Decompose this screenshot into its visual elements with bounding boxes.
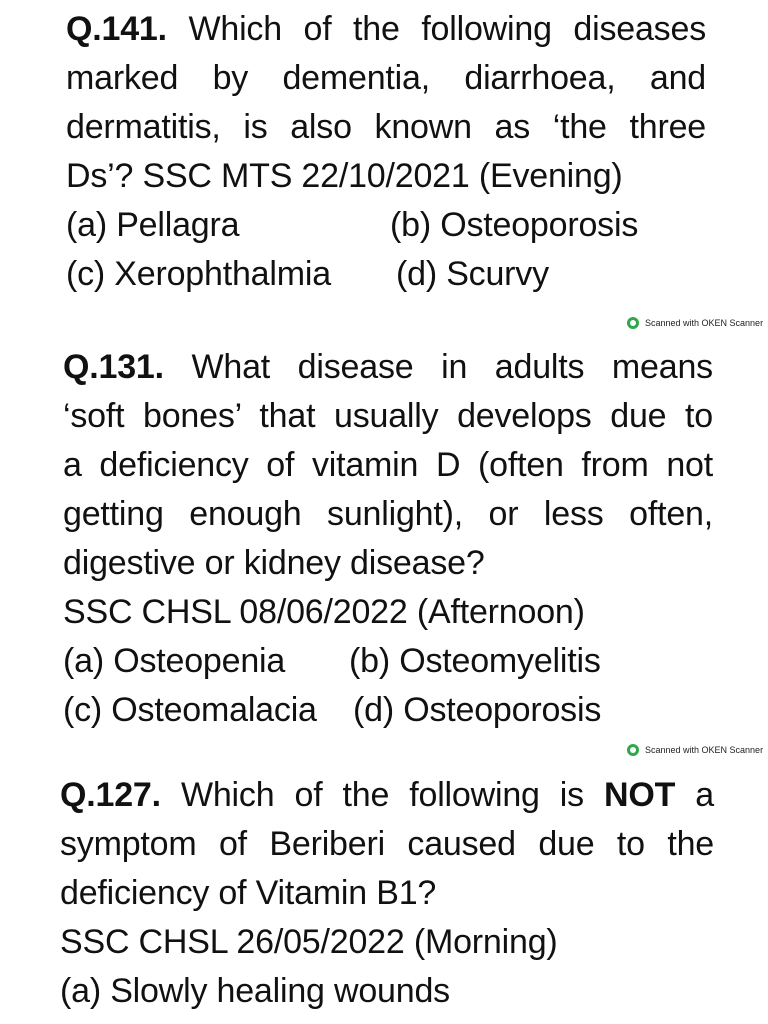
question-131-line-1 — [63, 343, 713, 392]
exam-source: SSC CHSL 08/06/2022 (Afternoon) — [63, 593, 585, 631]
question-127-line-1 — [60, 771, 714, 820]
option-a: (a) Slowly healing wounds — [60, 972, 450, 1010]
question-127 — [60, 771, 714, 1016]
question-text: deficiency of Vitamin B1? — [60, 874, 437, 912]
question-text: getting enough sunlight), or less often, — [63, 495, 713, 533]
question-141 — [66, 5, 706, 299]
question-131 — [63, 343, 713, 735]
emphasis-not: NOT — [604, 776, 676, 814]
option-b: (b) Osteoporosis — [390, 206, 639, 244]
question-number: Q.127. — [60, 776, 161, 814]
options-row — [63, 686, 713, 735]
scanner-watermark — [627, 744, 763, 756]
question-text: Which of the following is — [180, 776, 584, 814]
oken-scanner-logo-icon — [627, 744, 639, 756]
question-text: Which of the following diseases — [188, 10, 706, 48]
question-text: a deficiency of vitamin D (often from not — [63, 446, 713, 484]
question-text: Ds’? SSC MTS 22/10/2021 (Evening) — [66, 157, 623, 195]
option-c: (c) Xerophthalmia — [66, 255, 331, 293]
options-row — [66, 250, 706, 299]
question-text: ‘soft bones’ that usually develops due to — [63, 397, 713, 435]
watermark-text: Scanned with OKEN Scanner — [645, 745, 764, 755]
option-c: (c) Osteomalacia — [63, 691, 317, 729]
question-text: symptom of Beriberi caused due to the — [60, 825, 714, 863]
option-a: (a) Osteopenia — [63, 642, 286, 680]
exam-source: SSC CHSL 26/05/2022 (Morning) — [60, 923, 558, 961]
options-row — [63, 637, 713, 686]
question-text: dermatitis, is also known as ‘the three — [66, 108, 706, 146]
question-text: What disease in adults means — [191, 348, 713, 386]
option-d: (d) Scurvy — [396, 255, 549, 293]
option-a: (a) Pellagra — [66, 206, 240, 244]
question-number: Q.131. — [63, 348, 164, 386]
watermark-text: Scanned with OKEN Scanner — [645, 318, 764, 328]
options-row — [66, 201, 706, 250]
option-d: (d) Osteoporosis — [353, 691, 602, 729]
question-text: digestive or kidney disease? — [63, 544, 485, 582]
question-number: Q.141. — [66, 10, 167, 48]
question-141-line-1 — [66, 5, 706, 54]
scanner-watermark — [627, 317, 763, 329]
option-b: (b) Osteomyelitis — [349, 642, 601, 680]
oken-scanner-logo-icon — [627, 317, 639, 329]
question-text: marked by dementia, diarrhoea, and — [66, 59, 706, 97]
question-text: a — [695, 776, 715, 814]
options-row — [60, 967, 714, 1016]
